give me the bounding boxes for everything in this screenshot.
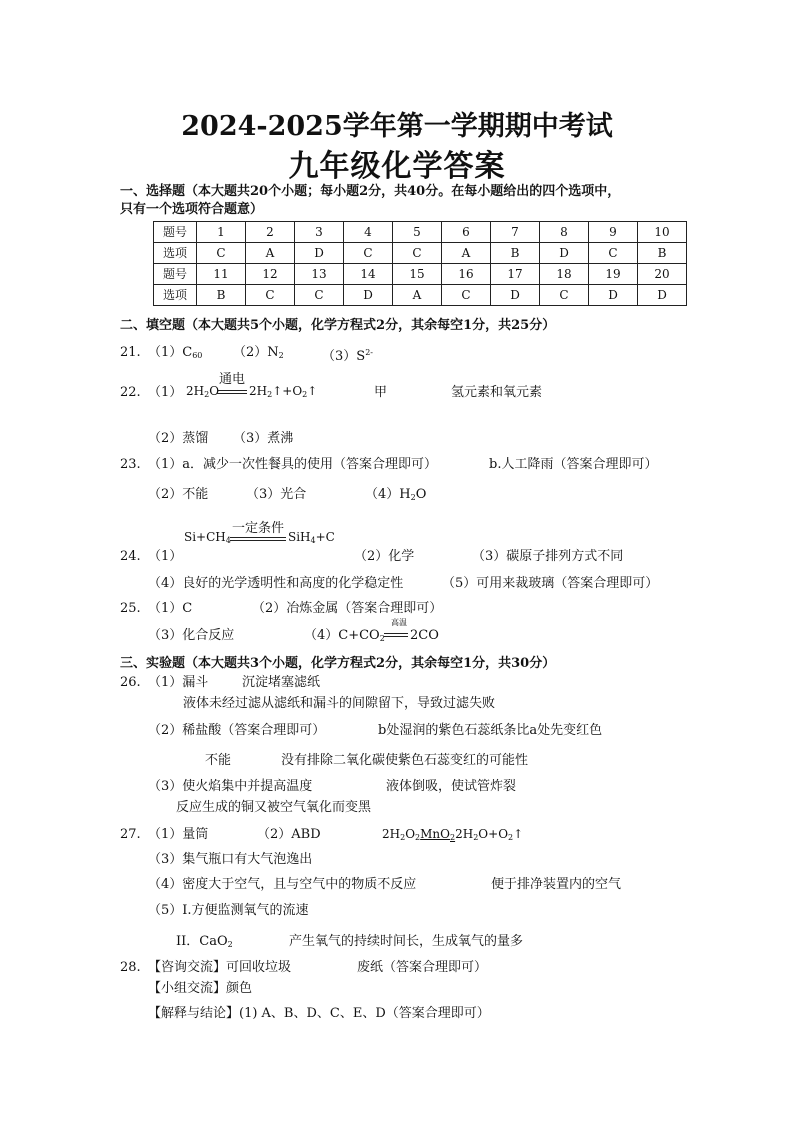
q23-line1-a: （1）a．减少一次性餐具的使用（答案合理即可） [148,457,438,472]
table-cell: 15 [393,264,442,285]
table-cell: D [491,285,540,306]
table-cell: D [589,285,638,306]
q24-line2-a: （4）良好的光学透明性和高度的化学稳定性 [148,576,404,591]
q28-number: 28. [120,960,141,975]
q28-line1-a: 【咨询交流】可回收垃圾 [148,960,292,975]
table-cell: 17 [491,264,540,285]
table-cell: 2 [246,222,295,243]
q24-answer-3: （3）碳原子排列方式不同 [472,549,624,564]
row-label: 选项 [154,243,197,264]
answer-table [153,221,687,306]
q22-equation-left: $2H_2O$ [186,384,220,399]
table-cell: 11 [197,264,246,285]
section1-heading-cont: 只有一个选项符合题意） [120,202,264,217]
q27-line1-b: （2）ABD [257,827,321,842]
table-cell: 12 [246,264,295,285]
table-cell: C [295,285,344,306]
q22-line2-b: （3）煮沸 [233,431,294,446]
table-cell: 20 [638,264,687,285]
q25-line1-b: （2）冶炼金属（答案合理即可） [252,601,443,616]
q22-reaction-condition: 通电 [219,372,246,387]
table-cell: 18 [540,264,589,285]
table-cell: 1 [197,222,246,243]
q22-answer-3: 氢元素和氧元素 [451,385,543,400]
q26-line2: 液体未经过滤从滤纸和漏斗的间隙留下，导致过滤失败 [183,696,496,711]
table-row [154,222,687,243]
q21-number: 21. [120,345,141,360]
table-cell: 7 [491,222,540,243]
equation-equals-sign [230,537,286,541]
table-cell: 19 [589,264,638,285]
q28-line3: 【解释与结论】(1) A、B、D、C、E、D（答案合理即可） [148,1006,490,1021]
q25-reaction-condition: 高温 [391,618,407,627]
q27-line2: （3）集气瓶口有大气泡逸出 [148,852,313,867]
table-cell: 16 [442,264,491,285]
q26-line1-b: 沉淀堵塞滤纸 [242,675,321,690]
q28-line2: 【小组交流】颜色 [148,981,253,996]
equation-equals-sign [384,633,408,637]
q27-line3-a: （4）密度大于空气，且与空气中的物质不反应 [148,877,417,892]
page-subtitle: 九年级化学答案 [288,149,506,184]
table-cell: A [393,285,442,306]
q27-equation: $2H_2O_2MnO_22H_2O+O_2↑$ [382,827,524,842]
table-cell: C [344,243,393,264]
q22-line2-a: （2）蒸馏 [148,431,209,446]
q27-line5-a: II．CaO$_2$ [176,934,233,949]
q25-number: 25. [120,601,141,616]
equation-equals-sign [217,390,247,394]
q22-part-1: （1） [148,385,183,400]
section3-heading: 三、实验题（本大题共3个小题，化学方程式2分，其余每空1分，共30分） [120,656,556,671]
q24-equation-left: $Si+CH_4$ [184,530,231,545]
section2-heading: 二、填空题（本大题共5个小题，化学方程式2分，其余每空1分，共25分） [120,318,556,333]
row-label: 题号 [154,222,197,243]
q27-line1-a: （1）量筒 [148,827,209,842]
q26-line4-b: 没有排除二氧化碳使紫色石蕊变红的可能性 [281,753,529,768]
q23-line1-b: b.人工降雨（答案合理即可） [489,457,658,472]
q21-answer-3: $(3)S^{2-}$ [322,348,373,364]
q25-line2-b: $(4)C+CO_2$ [304,628,385,643]
table-cell: D [344,285,393,306]
q26-line3-a: （2）稀盐酸（答案合理即可） [148,723,326,738]
table-cell: C [540,285,589,306]
q24-answer-2: （2）化学 [354,549,415,564]
table-cell: D [295,243,344,264]
q28-line1-b: 废纸（答案合理即可） [357,960,488,975]
section1-heading: 一、选择题（本大题共20个小题；每小题2分，共40分。在每小题给出的四个选项中， [120,184,621,199]
table-cell: A [442,243,491,264]
table-row [154,285,687,306]
table-cell: C [393,243,442,264]
table-cell: 13 [295,264,344,285]
table-cell: 8 [540,222,589,243]
table-cell: 6 [442,222,491,243]
q22-answer-2: 甲 [374,385,388,400]
table-cell: C [589,243,638,264]
q22-number: 22. [120,385,141,400]
table-cell: 10 [638,222,687,243]
q25-equation-right: 2CO [410,628,439,643]
table-cell: B [197,285,246,306]
q24-number: 24. [120,549,141,564]
table-cell: B [491,243,540,264]
q26-number: 26. [120,675,141,690]
q24-reaction-condition: 一定条件 [232,521,285,536]
table-cell: B [638,243,687,264]
q21-answer-1: $(1)C_{60}$ [148,345,203,360]
q26-line5-a: （3）使火焰集中并提高温度 [148,779,313,794]
q25-line1-a: （1）C [148,601,193,616]
q26-line1-a: （1）漏斗 [148,675,209,690]
row-label: 题号 [154,264,197,285]
q26-line3-b: b处湿润的紫色石蕊纸条比a处先变红色 [378,723,603,738]
q24-line2-b: （5）可用来裁玻璃（答案合理即可） [442,576,659,591]
table-row [154,264,687,285]
q27-number: 27. [120,827,141,842]
table-cell: 5 [393,222,442,243]
q23-line2-c: $(4)H_2O$ [365,487,427,502]
q21-answer-2: $(2)N_2$ [233,345,284,360]
q25-line2-a: （3）化合反应 [148,628,235,643]
q27-line5-b: 产生氧气的持续时间长，生成氧气的量多 [289,934,524,949]
table-cell: 9 [589,222,638,243]
table-cell: C [197,243,246,264]
q22-equation-right: $2H_2↑+O_2↑$ [249,384,318,399]
table-row [154,243,687,264]
q23-line2-a: （2）不能 [148,487,209,502]
table-cell: 4 [344,222,393,243]
row-label: 选项 [154,285,197,306]
page-title: 2024-2025学年第一学期期中考试 [181,111,613,142]
table-cell: D [540,243,589,264]
q23-line2-b: （3）光合 [246,487,307,502]
q24-part-1: （1） [148,549,183,564]
table-cell: C [246,285,295,306]
table-cell: 3 [295,222,344,243]
q26-line4-a: 不能 [205,753,232,768]
q24-equation-right: SiH$_4$+C [288,530,335,545]
q23-number: 23. [120,457,141,472]
q26-line5-b: 液体倒吸，使试管炸裂 [386,779,517,794]
q27-line4: （5）I.方便监测氧气的流速 [148,903,309,918]
table-cell: D [638,285,687,306]
q26-line6: 反应生成的铜又被空气氧化而变黑 [176,800,372,815]
table-cell: A [246,243,295,264]
q27-line3-b: 便于排净装置内的空气 [491,877,622,892]
table-cell: 14 [344,264,393,285]
table-cell: C [442,285,491,306]
